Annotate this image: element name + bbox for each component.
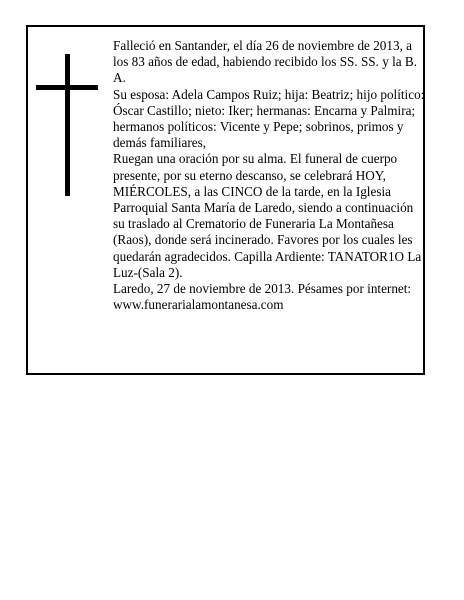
obituary-text [113, 38, 425, 313]
death-announcement-paragraph: Falleció en Santander, el día 26 de noviembre de 2013, a los 83 años de edad, habiendo recibido los SS. SS. y la B. A. [113, 38, 418, 86]
family-paragraph: Su esposa: Adela Campos Ruiz; hija: Beatriz; hijo político: Óscar Castillo; nieto: Iker; hermanas: Encarna y Palmira; hermanos políticos: Vicente y Pepe; sobrinos, primos y demás familiares, [113, 86, 425, 151]
cross-vertical-bar [65, 54, 70, 196]
cross-icon [36, 54, 98, 196]
place-date-paragraph: Laredo, 27 de noviembre de 2013. Pésames por internet: www.funerarialamontanesa.com [113, 281, 412, 313]
funeral-details-paragraph: Ruegan una oración por su alma. El funeral de cuerpo presente, por su eterno descanso, se celebrará HOY, MIÉRCOLES, a las CINCO de la tarde, en la Iglesia Parroquial Santa María de Laredo, siendo a continuación su traslado al Crematorio de Funeraria La Montañesa (Raos), donde será incinerado. Favores por los cuales les quedarán agradecidos. Capilla Ardiente: TANATOR1O La Luz-(Sala 2). [113, 151, 422, 280]
cross-horizontal-bar [36, 85, 98, 90]
